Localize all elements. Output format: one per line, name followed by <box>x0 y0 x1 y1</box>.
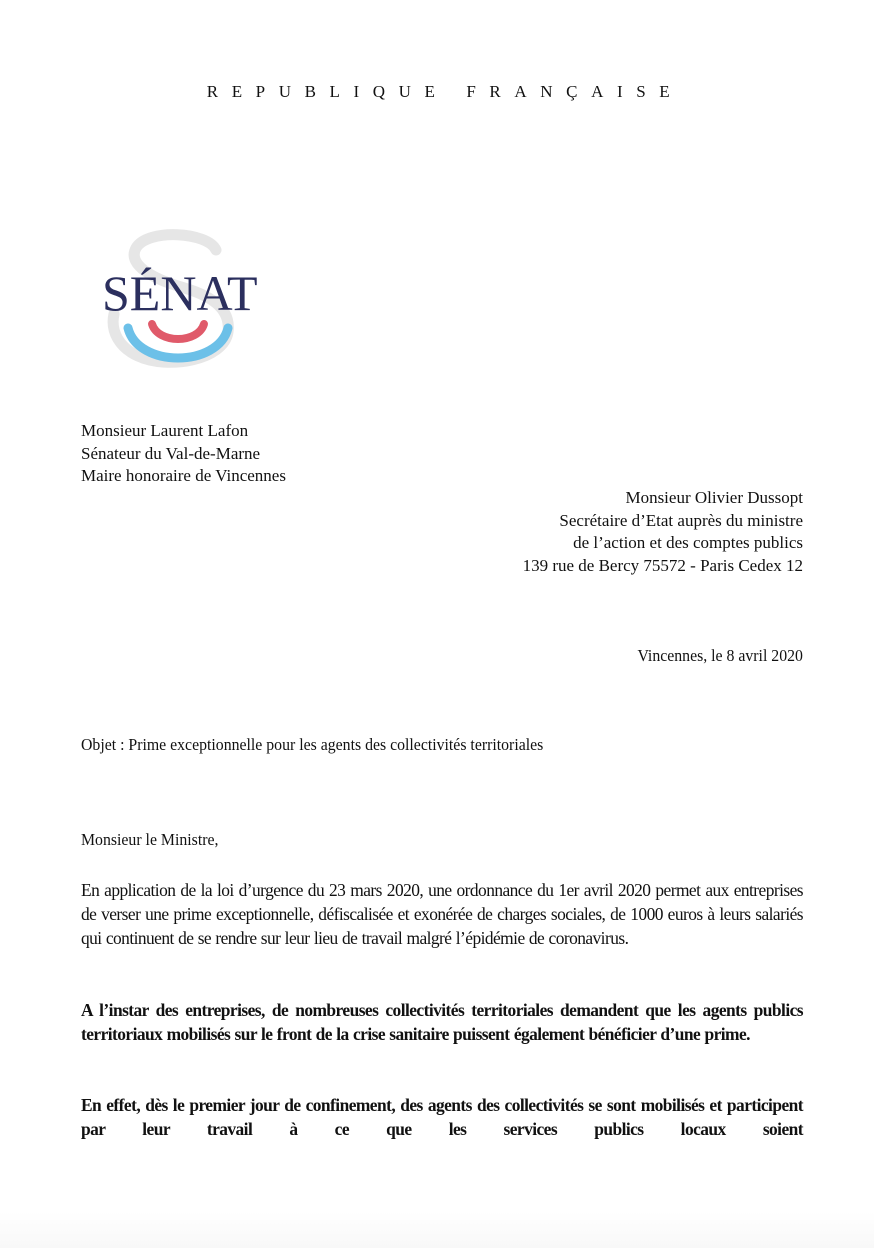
header-republique-francaise: REPUBLIQUE FRANÇAISE <box>206 82 684 101</box>
recipient-ministry: de l’action et des comptes publics <box>573 533 803 552</box>
recipient-address: 139 rue de Bercy 75572 - Paris Cedex 12 <box>522 555 803 575</box>
sender-subtitle: Maire honoraire de Vincennes <box>81 466 286 485</box>
recipient-block <box>523 487 803 577</box>
paragraph-2 <box>81 998 803 1046</box>
page-bottom-edge <box>0 1212 874 1248</box>
sender-name: Monsieur Laurent Lafon <box>81 421 249 440</box>
letter-subject: Objet : Prime exceptionnelle pour les agents des collectivités territoriales <box>81 735 544 754</box>
paragraph-3 <box>81 1093 803 1141</box>
paragraph-2-text: A l’instar des entreprises, de nombreuses collectivités territoriales demandent que les agents publics territoriaux mobilisés sur le front de la crise sanitaire puissent également bénéficier d’une prime. <box>81 1000 803 1044</box>
recipient-name: Monsieur Olivier Dussopt <box>625 488 803 507</box>
recipient-title: Secrétaire d’Etat auprès du ministre <box>559 510 803 530</box>
senat-logo <box>98 228 258 376</box>
sender-title: Sénateur du Val-de-Marne <box>81 443 261 463</box>
paragraph-3-text: En effet, dès le premier jour de confinement, des agents des collectivités se sont mobilisés et participent par leur travail à ce que les services publics locaux soient <box>81 1095 803 1139</box>
paragraph-1 <box>81 878 803 950</box>
salutation: Monsieur le Ministre, <box>81 830 219 849</box>
letter-date: Vincennes, le 8 avril 2020 <box>637 646 803 665</box>
sender-block <box>81 420 286 488</box>
paragraph-1-text: En application de la loi d’urgence du 23 mars 2020, une ordonnance du 1er avril 2020 permet aux entreprises de verser une prime exceptionnelle, défiscalisée et exonérée de charges sociales, de 1000 euros à leurs salariés qui continuent de se rendre sur leur lieu de travail malgré l’épidémie de coronavirus. <box>81 880 803 948</box>
senat-logo-text: SÉNAT <box>102 265 258 321</box>
